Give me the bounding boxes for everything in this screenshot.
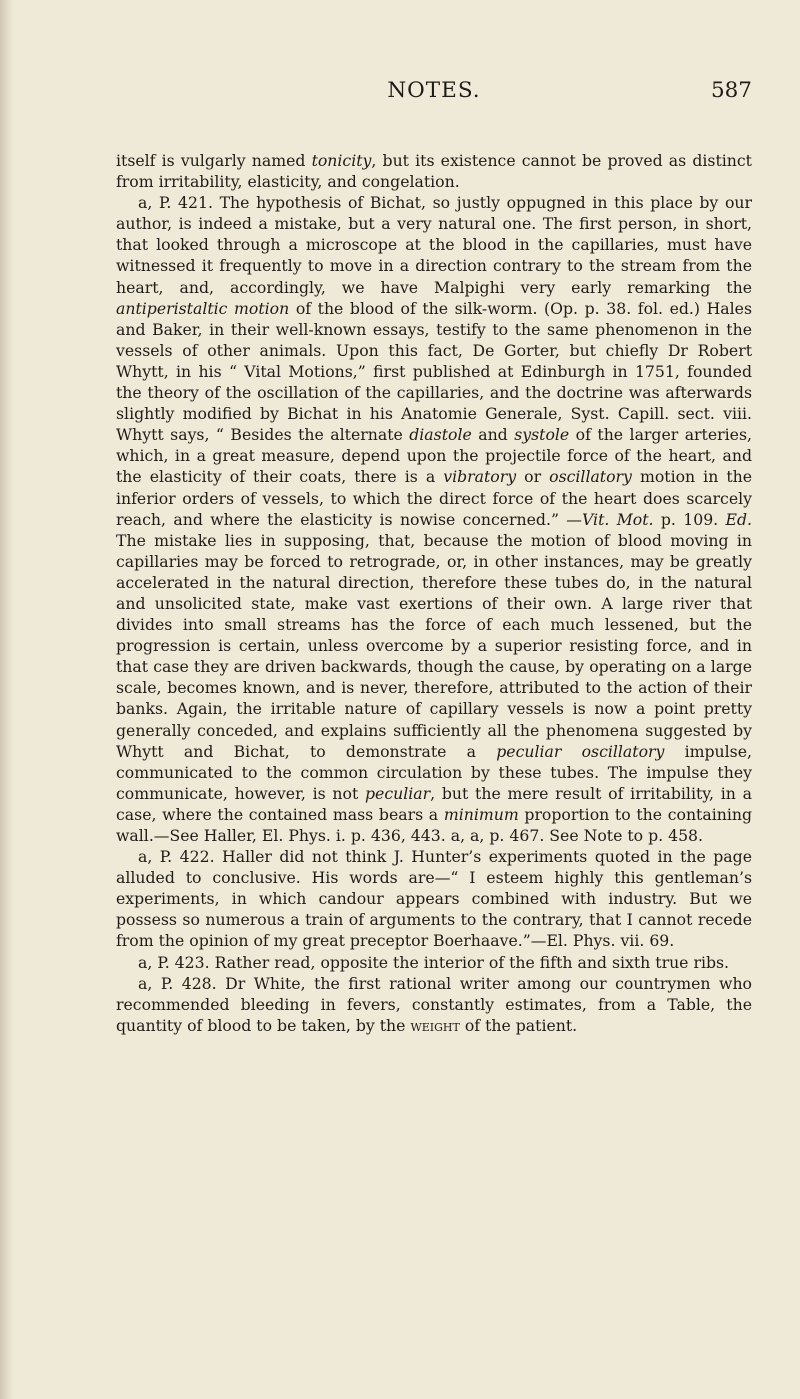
text-segment: minimum bbox=[443, 804, 519, 824]
note-paragraph bbox=[116, 846, 752, 951]
text-segment: of the larger arteries, which, in a great measure, depend upon the projectile force of the heart, and the elasticity of their coats, there is a bbox=[116, 425, 752, 487]
text-segment: a, P. 422. Haller did not think J. Hunter’s experiments quoted in the page alluded to conclusive. His words are—“ I esteem highly this gentleman’s experiments, in which candour appears combined with industry. But we possess so numerous a train of arguments to the contrary, that I cannot recede from the opinion of my great preceptor Boerhaave.”—El. Phys. vii. 69. bbox=[116, 847, 752, 951]
note-paragraph bbox=[116, 952, 752, 973]
text-segment: tonicity bbox=[311, 151, 372, 170]
text-segment: proportion to the containing wall.—See Haller, El. Phys. i. p. 436, 443. a, a, p. 467. See Note to p. 458. bbox=[116, 804, 752, 845]
text-segment: and bbox=[471, 425, 515, 445]
text-segment: diastole bbox=[409, 425, 472, 445]
text-segment: oscillatory bbox=[549, 467, 632, 487]
page-number: 587 bbox=[710, 78, 752, 103]
text-segment: , but its existence cannot be proved as distinct from irritability, elasticity, and congelation. bbox=[116, 151, 752, 192]
notes-body bbox=[116, 150, 752, 1036]
text-segment: systole bbox=[514, 425, 570, 445]
text-segment: The mistake lies in supposing, that, because the motion of blood moving in capillaries may be forced to retrograde, or, in other instances, may be greatly accelerated in the natural direction, therefore these tubes do, in the natural and unsolicited state, make vast exertions of their own. A large river that divides into small streams has the force of each much lessened, but the progression is certain, unless overcome by a superior resisting force, and in that case they are driven backwards, though the cause, by operating on a large scale, becomes known, and is never, therefore, attributed to the action of their banks. Again, the irritable nature of capillary vessels is now a point pretty generally conceded, and explains sufficiently all the phenomena suggested by Whytt and Bichat, to demonstrate a bbox=[116, 530, 752, 761]
text-segment: Vit. Mot. bbox=[582, 509, 654, 529]
text-segment: peculiar bbox=[365, 783, 431, 803]
text-segment: Ed. bbox=[725, 509, 752, 529]
text-segment: vibratory bbox=[443, 467, 517, 487]
text-segment: peculiar oscillatory bbox=[496, 741, 665, 761]
note-paragraph bbox=[116, 150, 752, 192]
note-paragraph bbox=[116, 973, 752, 1036]
page-edge bbox=[0, 0, 14, 1399]
text-segment: of the patient. bbox=[459, 1015, 578, 1035]
page-header bbox=[116, 78, 752, 114]
text-segment: itself is vulgarly named bbox=[116, 151, 312, 170]
text-segment: antiperistaltic motion bbox=[116, 298, 290, 318]
text-segment: motion in the inferior orders of vessels, to which the direct force of the heart does scarcely reach, and where the elasticity is nowise concerned.” — bbox=[116, 467, 753, 529]
note-paragraph bbox=[116, 192, 752, 846]
text-segment: a, P. 428. Dr White, the first rational writer among our countrymen who recommended bleeding in fevers, constantly estimates, from a Table, the quantity of blood to be taken, by the bbox=[116, 973, 752, 1035]
text-segment: or bbox=[516, 467, 550, 487]
text-segment: impulse, communicated to the common circulation by these tubes. The impulse they communicate, however, is not bbox=[116, 741, 752, 803]
text-segment: of the blood of the silk-worm. (Op. p. 38. fol. ed.) Hales and Baker, in their well-known essays, testify to the same phenomenon in the vessels of other animals. Upon this fact, De Gorter, but chiefly Dr Robert Whytt, in his “ Vital Motions,” first published at Edinburgh in 1751, founded the theory of the oscillation of the capillaries, and the doctrine was afterwards slightly modified by Bichat in his Anatomie Generale, Syst. Capill. sect. viii. Whytt says, “ Besides the alternate bbox=[116, 298, 752, 445]
text-segment: , but the mere result of irritability, in a case, where the contained mass bears a bbox=[116, 783, 752, 824]
text-segment: weight bbox=[410, 1015, 460, 1035]
running-title: NOTES. bbox=[387, 78, 481, 103]
text-segment: p. 109. bbox=[653, 509, 726, 529]
text-segment: a, P. 423. Rather read, opposite the interior of the fifth and sixth true ribs. bbox=[138, 952, 730, 972]
text-segment: a, P. 421. The hypothesis of Bichat, so justly oppugned in this place by our author, is indeed a mistake, but a very natural one. The first person, in short, that looked through a microscope at the blood in the capillaries, must have witnessed it frequently to move in a direction contrary to the stream from the heart, and, accordingly, we have Malpighi very early remarking the bbox=[116, 193, 752, 297]
